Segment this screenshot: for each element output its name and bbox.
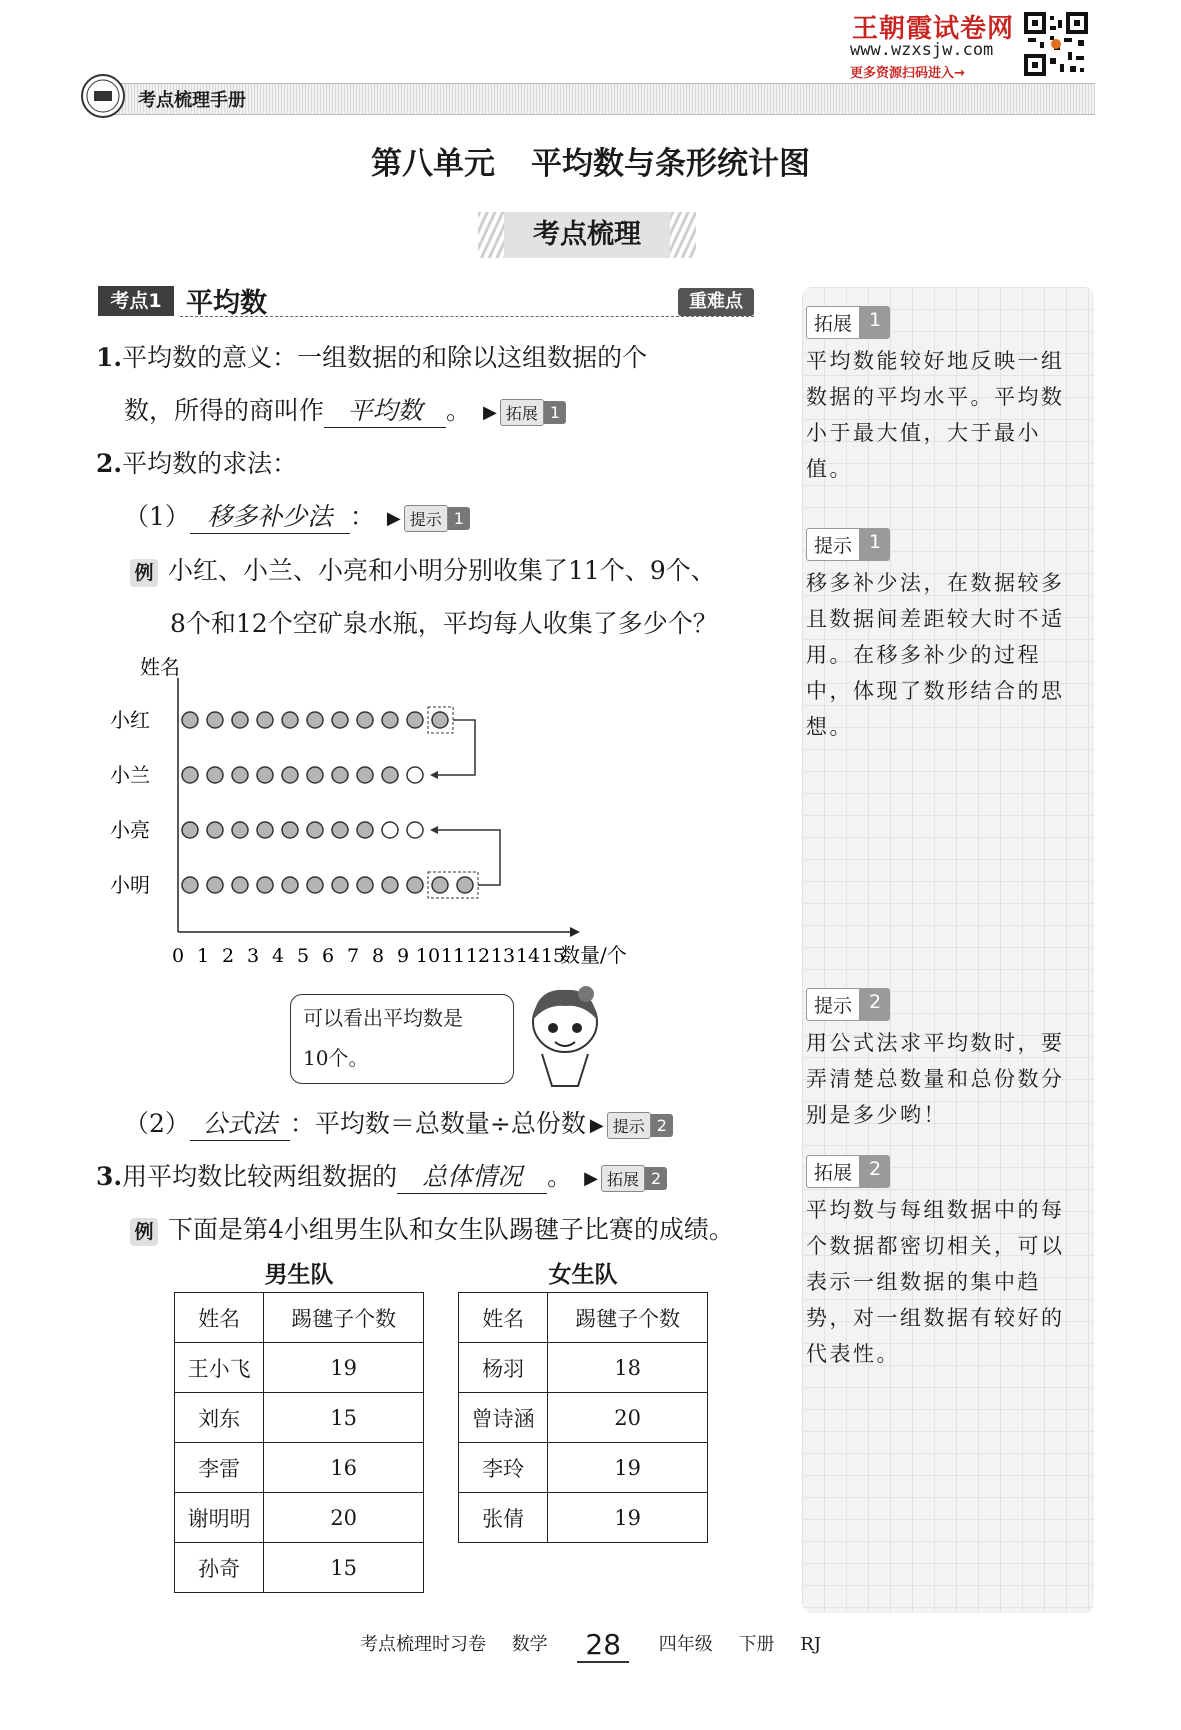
bottle-dot <box>357 877 373 893</box>
side-tag <box>806 528 890 561</box>
bottle-dot <box>207 767 223 783</box>
bottle-dot <box>332 767 348 783</box>
brand-more: 更多资源扫码进入→ <box>850 66 965 81</box>
child-avatar-icon <box>522 982 608 1092</box>
table-cell: 20 <box>548 1393 708 1443</box>
table-row <box>175 1493 424 1543</box>
x-tick-label: 3 <box>246 945 260 967</box>
tag-number: 1 <box>860 306 890 339</box>
table-header-row <box>459 1293 708 1343</box>
table-cell: 刘东 <box>175 1393 264 1443</box>
answer-blank: 平均数 <box>324 391 446 428</box>
x-tick-label: 10 <box>415 945 441 967</box>
page-footer <box>0 1628 1181 1663</box>
footer-subject: 数学 <box>511 1634 548 1655</box>
table-cell: 19 <box>548 1493 708 1543</box>
table-header-row <box>175 1293 424 1343</box>
table-cell: 李玲 <box>459 1443 548 1493</box>
table-row <box>175 1443 424 1493</box>
side-note-extension-2 <box>806 1155 1086 1372</box>
punct: ： <box>349 502 375 531</box>
item2-line <box>96 444 297 480</box>
category-label: 小亮 <box>110 818 150 842</box>
column-header: 姓名 <box>459 1293 548 1343</box>
example-tag: 例 <box>130 1218 158 1246</box>
point-tag: 考点1 <box>98 286 174 316</box>
point-divider <box>180 316 754 317</box>
item-number: 1. <box>96 343 123 372</box>
footer-grade: 四年级 <box>658 1634 713 1655</box>
transfer-arrow <box>438 720 475 775</box>
column-header: 踢毽子个数 <box>548 1293 708 1343</box>
tag-number: 2 <box>860 1155 890 1188</box>
punct: 。 <box>446 396 472 425</box>
bottle-dot <box>407 877 423 893</box>
answer-blank: 总体情况 <box>397 1157 547 1194</box>
table-cell: 李雷 <box>175 1443 264 1493</box>
bottle-dot <box>232 767 248 783</box>
bottle-dot <box>332 877 348 893</box>
girls-score-table <box>458 1292 708 1543</box>
x-tick-label: 15 <box>540 945 566 967</box>
side-note-hint-1 <box>806 528 1086 745</box>
table-cell: 杨羽 <box>459 1343 548 1393</box>
ref-label: 拓展 <box>500 399 544 426</box>
boys-score-table <box>174 1292 424 1593</box>
item1-text-b: 数，所得的商叫作 <box>124 396 325 425</box>
bottle-dot <box>257 822 273 838</box>
bottle-dot <box>382 712 398 728</box>
point-title: 平均数 <box>186 288 267 319</box>
bottle-dot <box>382 767 398 783</box>
table-cell: 15 <box>264 1543 424 1593</box>
bottle-dot <box>207 712 223 728</box>
bottle-dot <box>307 822 323 838</box>
side-note-text: 用公式法求平均数时，要弄清楚总数量和总份数分别是多少哟！ <box>806 1031 1065 1127</box>
item1-line1 <box>96 338 647 374</box>
bottle-dot <box>307 877 323 893</box>
ref-label: 拓展 <box>601 1165 645 1192</box>
tag-number: 2 <box>860 988 890 1021</box>
answer-blank: 公式法 <box>190 1104 290 1141</box>
x-axis-arrow <box>570 927 580 937</box>
ref-hint-1[interactable] <box>387 505 470 532</box>
footer-book: 考点梳理时习卷 <box>359 1634 486 1655</box>
bottle-dot <box>257 712 273 728</box>
bottle-dot <box>232 822 248 838</box>
bottle-dot <box>282 877 298 893</box>
table-row <box>459 1343 708 1393</box>
handbook-title: 考点梳理手册 <box>138 90 246 111</box>
x-tick-label: 8 <box>371 945 385 967</box>
bottle-dot <box>332 712 348 728</box>
item2-sub2 <box>124 1104 673 1141</box>
brand-url[interactable]: www.wzxsjw.com <box>850 40 994 60</box>
bottle-dot <box>182 822 198 838</box>
side-note-extension-1 <box>806 306 1086 487</box>
bottle-dot <box>232 877 248 893</box>
x-tick-label: 7 <box>346 945 360 967</box>
table-cell: 曾诗涵 <box>459 1393 548 1443</box>
x-tick-label: 13 <box>490 945 516 967</box>
table-cell: 16 <box>264 1443 424 1493</box>
boys-table-caption: 男生队 <box>264 1262 334 1288</box>
key-difficulty-badge: 重难点 <box>678 288 754 316</box>
table-row <box>459 1393 708 1443</box>
column-header: 踢毽子个数 <box>264 1293 424 1343</box>
bottle-dot <box>182 877 198 893</box>
table-row <box>175 1393 424 1443</box>
example-text: 小红、小兰、小亮和小明分别收集了11个、9个、 <box>168 556 716 585</box>
publisher-logo-icon <box>80 73 126 119</box>
example1-line2: 8个和12个空矿泉水瓶，平均每人收集了多少个？ <box>170 609 718 638</box>
bottle-dot <box>207 822 223 838</box>
triangle-arrow-icon: ▶ <box>584 1168 598 1189</box>
girls-table-caption: 女生队 <box>548 1262 618 1288</box>
bottle-dot <box>357 822 373 838</box>
bottle-dot <box>357 767 373 783</box>
section-title: 考点梳理 <box>504 212 670 258</box>
transfer-arrow-head <box>430 826 438 834</box>
sub-label: （1） <box>124 502 190 531</box>
y-axis-label: 姓名 <box>140 655 180 679</box>
table-row <box>459 1493 708 1543</box>
table-row <box>175 1543 424 1593</box>
table-cell: 18 <box>548 1343 708 1393</box>
unit-title <box>0 138 1181 183</box>
speech-line1: 可以看出平均数是 <box>303 1006 463 1030</box>
speech-line2: 10个。 <box>303 1046 369 1070</box>
side-note-text: 平均数能较好地反映一组数据的平均水平。平均数小于最大值，大于最小值。 <box>806 349 1065 481</box>
side-tag <box>806 1155 890 1188</box>
x-tick-label: 14 <box>515 945 541 967</box>
tag-number: 1 <box>860 528 890 561</box>
bottle-dot <box>382 877 398 893</box>
x-tick-label: 12 <box>465 945 491 967</box>
item-number: 2. <box>96 449 123 478</box>
bottle-dot <box>307 712 323 728</box>
bottle-dot <box>407 712 423 728</box>
table-cell: 张倩 <box>459 1493 548 1543</box>
transfer-arrow <box>438 830 500 885</box>
empty-slot-dot <box>382 822 398 838</box>
x-tick-label: 2 <box>221 945 235 967</box>
table-row <box>175 1343 424 1393</box>
side-tag <box>806 306 890 339</box>
bottle-dot <box>307 767 323 783</box>
item2-sub1 <box>124 497 470 534</box>
ref-number: 2 <box>645 1167 667 1190</box>
bottle-dot <box>282 767 298 783</box>
category-label: 小明 <box>110 873 150 897</box>
bottle-dot <box>282 712 298 728</box>
x-tick-label: 0 <box>171 945 185 967</box>
sub-label: （2） <box>124 1109 190 1138</box>
item3-line <box>96 1157 667 1194</box>
item3-text: 用平均数比较两组数据的 <box>122 1162 398 1191</box>
x-tick-label: 4 <box>271 945 285 967</box>
bottle-dot <box>232 712 248 728</box>
tag-label: 拓展 <box>806 306 860 339</box>
dot-chart <box>110 654 710 974</box>
qr-code-icon[interactable] <box>1024 12 1088 76</box>
bottle-dot <box>257 767 273 783</box>
table-cell: 15 <box>264 1393 424 1443</box>
ref-label: 提示 <box>607 1112 651 1139</box>
x-tick-label: 5 <box>296 945 310 967</box>
tag-label: 拓展 <box>806 1155 860 1188</box>
table-cell: 20 <box>264 1493 424 1543</box>
x-tick-label: 1 <box>196 945 210 967</box>
table-cell: 王小飞 <box>175 1343 264 1393</box>
unit-number: 第八单元 <box>371 146 495 182</box>
example-text: 下面是第4小组男生队和女生队踢毽子比赛的成绩。 <box>168 1215 734 1244</box>
triangle-arrow-icon: ▶ <box>386 508 401 529</box>
bottle-dot <box>432 877 448 893</box>
answer-blank: 移多补少法 <box>190 497 350 534</box>
item2-text: 平均数的求法： <box>122 449 298 478</box>
ref-number: 1 <box>448 507 470 530</box>
unit-name: 平均数与条形统计图 <box>531 146 810 182</box>
page-number: 28 <box>577 1628 629 1663</box>
ref-extension-1[interactable] <box>483 399 566 426</box>
table-cell: 孙奇 <box>175 1543 264 1593</box>
table-row <box>459 1443 708 1493</box>
side-note-text: 平均数与每组数据中的每个数据都密切相关，可以表示一组数据的集中趋势，对一组数据有较好的代表性。 <box>806 1198 1065 1366</box>
bottle-dot <box>332 822 348 838</box>
empty-slot-dot <box>407 822 423 838</box>
empty-slot-dot <box>407 767 423 783</box>
bottle-dot <box>257 877 273 893</box>
tag-label: 提示 <box>806 988 860 1021</box>
ref-extension-2[interactable] <box>584 1165 667 1192</box>
table-cell: 19 <box>548 1443 708 1493</box>
triangle-arrow-icon: ▶ <box>589 1115 604 1136</box>
side-note-hint-2 <box>806 988 1086 1133</box>
triangle-arrow-icon: ▶ <box>482 402 497 423</box>
ref-label: 提示 <box>404 505 448 532</box>
ref-number: 1 <box>544 401 566 424</box>
footer-edition: RJ <box>800 1634 822 1655</box>
item1-text-a: 平均数的意义：一组数据的和除以这组数据的个 <box>122 343 648 372</box>
brand-title: 王朝霞试卷网 <box>852 14 1015 44</box>
formula-text: ：平均数＝总数量÷总份数 <box>289 1109 586 1138</box>
x-tick-label: 11 <box>440 945 466 967</box>
punct: 。 <box>547 1162 573 1191</box>
x-tick-label: 9 <box>396 945 410 967</box>
bottle-dot <box>357 712 373 728</box>
table-cell: 谢明明 <box>175 1493 264 1543</box>
bottle-dot <box>457 877 473 893</box>
bottle-dot <box>282 822 298 838</box>
side-note-text: 移多补少法，在数据较多且数据间差距较大时不适用。在移多补少的过程中，体现了数形结合的思想。 <box>806 571 1065 739</box>
x-tick-label: 6 <box>321 945 335 967</box>
item-number: 3. <box>96 1162 123 1191</box>
bottle-dot <box>182 767 198 783</box>
footer-volume: 下册 <box>738 1634 775 1655</box>
x-axis-label: 数量/个 <box>560 943 627 967</box>
speech-bubble <box>290 994 514 1084</box>
category-label: 小兰 <box>110 763 150 787</box>
example1-line1 <box>130 551 716 587</box>
tag-label: 提示 <box>806 528 860 561</box>
column-header: 姓名 <box>175 1293 264 1343</box>
example-tag: 例 <box>130 559 158 587</box>
side-tag <box>806 988 890 1021</box>
ref-hint-2[interactable] <box>590 1112 673 1139</box>
example2-line <box>130 1210 734 1246</box>
ref-number: 2 <box>651 1114 673 1137</box>
transfer-arrow-head <box>430 771 438 779</box>
category-label: 小红 <box>110 708 150 732</box>
bottle-dot <box>432 712 448 728</box>
item1-line2 <box>124 391 566 428</box>
bottle-dot <box>182 712 198 728</box>
table-cell: 19 <box>264 1343 424 1393</box>
bottle-dot <box>207 877 223 893</box>
